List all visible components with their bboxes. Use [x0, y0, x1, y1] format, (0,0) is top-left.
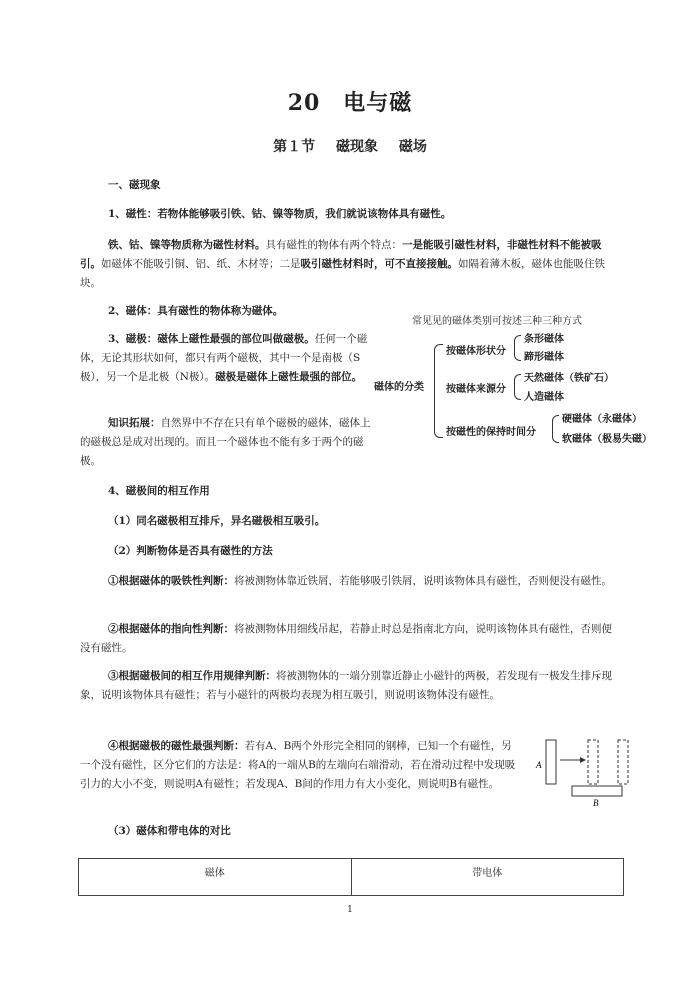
- para-magnetic-poles: [80, 330, 372, 387]
- label-extension: 知识拓展：: [108, 417, 161, 429]
- method-3-label: ③根据磁极间的相互作用规律判断：: [108, 670, 276, 682]
- comparison-table: [78, 858, 624, 896]
- item-natural-magnet: 天然磁体（铁矿石）: [524, 373, 614, 384]
- table-header-charged: 带电体: [351, 859, 624, 896]
- section-name-2: 磁场: [398, 139, 427, 155]
- para-knowledge-extension: [80, 414, 372, 471]
- page-number: 1: [347, 905, 353, 915]
- bold-poles-strongest: 磁极是磁体上磁性最强的部位。: [215, 371, 363, 383]
- label-poles: 3、磁极：: [108, 333, 158, 345]
- diagram-caption: 常见见的磁体类别可按述三种三种方式: [412, 316, 582, 327]
- method-1: [80, 572, 620, 591]
- bar-b: [572, 786, 622, 796]
- heading-judge-methods: （2）判断物体是否具有磁性的方法: [108, 545, 273, 557]
- group-label-retention: 按磁性的保持时间分: [446, 427, 536, 438]
- group-label-source: 按磁体来源分: [446, 384, 506, 395]
- method-1-text: 将被测物体靠近铁屑，若能够吸引铁屑，说明该物体具有磁性，否则便没有磁性。: [234, 575, 612, 587]
- section-title: [0, 136, 700, 156]
- heading-magnetic-phenomena: 一、磁现象: [108, 179, 161, 191]
- brace-retention: [552, 415, 559, 443]
- table-header-row: [79, 859, 624, 896]
- text-poles: 任何一个磁体，无论其形状如何，都只有两个磁极，其中一个是南极（S极），另一个是北极（N极）。: [80, 333, 368, 383]
- rule-like-poles: （1）同名磁极相互排斥，异名磁极相互吸引。: [108, 515, 326, 527]
- method-3: [80, 667, 620, 705]
- text-magnetism: 若物体能够吸引铁、钴、镍等物质，我们就说该物体具有磁性。: [157, 208, 452, 220]
- text-features: 具有磁性的物体有两个特点：: [265, 239, 402, 251]
- method-2-label: ②根据磁体的指向性判断：: [108, 623, 234, 635]
- bar-a-moved-2: [618, 740, 628, 784]
- brace-source: [514, 374, 521, 400]
- magnet-classification-diagram: [374, 312, 674, 452]
- item-hard-magnet: 硬磁体（永磁体）: [562, 414, 642, 425]
- bold-magnetic-materials: 铁、钴、镍等物质称为磁性材料。: [108, 239, 266, 251]
- steel-bar-figure: [532, 730, 642, 810]
- table-header-magnet: 磁体: [79, 859, 352, 896]
- bar-a: [546, 740, 556, 784]
- label-b: B: [593, 798, 599, 808]
- text-feature-example: 如磁体不能吸引铜、铝、纸、木材等；二是: [101, 258, 301, 270]
- diagram-root: 磁体的分类: [374, 382, 424, 393]
- heading-comparison: （3）磁体和带电体的对比: [108, 825, 231, 837]
- para-magnetic-materials: [80, 236, 620, 293]
- item-artificial-magnet: 人造磁体: [524, 392, 564, 403]
- method-1-label: ①根据磁体的吸铁性判断：: [108, 575, 234, 587]
- item-bar-magnet: 条形磁体: [524, 334, 564, 345]
- brace-shape: [514, 335, 521, 361]
- group-label-shape: 按磁体形状分: [446, 346, 506, 357]
- para-magnet: 2、磁体：具有磁性的物体称为磁体。: [108, 305, 284, 317]
- label-magnetism: 1、磁性：: [108, 208, 158, 220]
- text-feature-2-example: 如隔着薄木板，磁体也能吸住铁块。: [80, 258, 605, 289]
- heading-pole-interaction: 4、磁极间的相互作用: [108, 485, 210, 497]
- method-4-text: 若有A、B两个外形完全相同的钢棒，已知一个有磁性，另一个没有磁性，区分它们的方法是：将A的一端从B的左端向右端滑动，若在滑动过程中发现吸引力的大小不变，则说明A有磁性；若发现A、B间的作用力有大小变化，则说明B有磁性。: [80, 740, 516, 790]
- item-horseshoe-magnet: 蹄形磁体: [524, 352, 564, 363]
- bold-feature-1: 一是能吸引磁性材料，非磁性材料不能被吸引。: [80, 239, 602, 270]
- method-4: [80, 737, 520, 794]
- brace-root: [434, 344, 443, 438]
- bold-feature-2: 吸引磁性材料时，可不直接接触。: [300, 258, 458, 270]
- para-magnetism: [80, 205, 620, 224]
- section-number: 第１节: [273, 139, 316, 155]
- method-2: [80, 620, 620, 658]
- method-4-label: ④根据磁极的磁性最强判断：: [108, 740, 245, 752]
- chapter-title: 20 电与磁: [287, 90, 413, 116]
- text-extension: 自然界中不存在只有单个磁极的磁体，磁体上的磁极总是成对出现的。而且一个磁体也不能有多于两个的磁极。: [80, 417, 371, 467]
- bar-a-moved-1: [588, 740, 598, 784]
- label-a: A: [536, 760, 542, 770]
- section-name-1: 磁现象: [336, 139, 378, 155]
- method-3-text: 将被测物体的一端分别靠近静止小磁针的两极，若发现有一极发生排斥现象，说明该物体具有磁性；若与小磁针的两极均表现为相互吸引，则说明该物体没有磁性。: [80, 670, 612, 701]
- bold-poles-def: 磁体上磁性最强的部位叫做磁极。: [157, 333, 315, 345]
- item-soft-magnet: 软磁体（极易失磁）: [562, 434, 652, 445]
- method-2-text: 将被测物体用细线吊起，若静止时总是指南北方向，说明该物体具有磁性，否则便没有磁性。: [80, 623, 612, 654]
- arrow-head: [580, 757, 586, 763]
